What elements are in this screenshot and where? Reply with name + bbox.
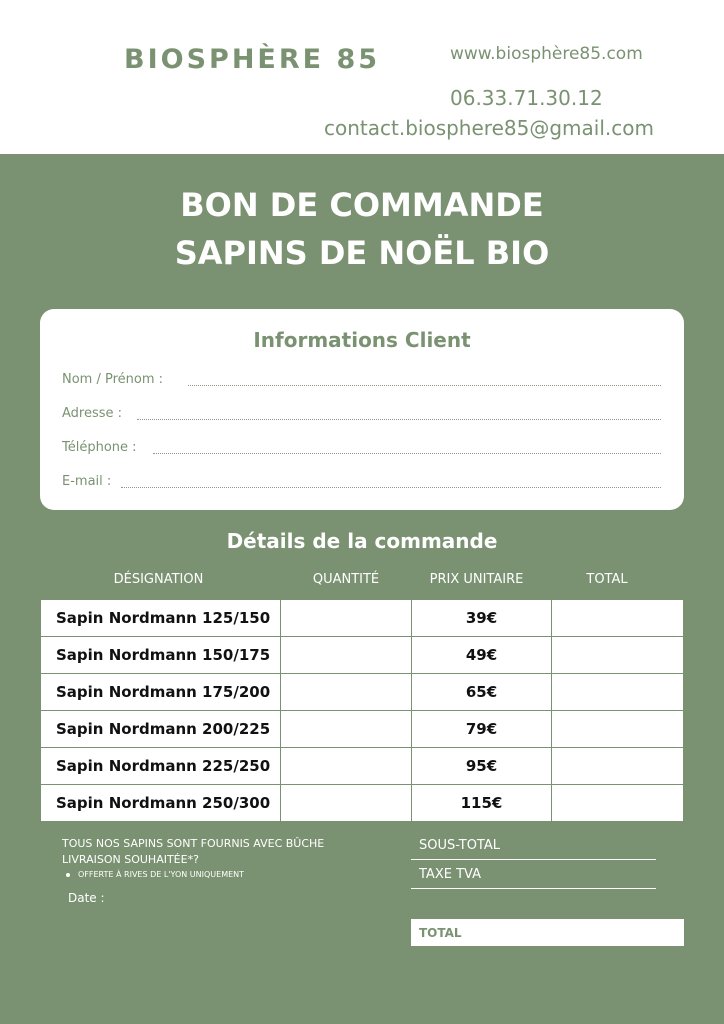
form-background <box>0 154 724 1024</box>
total-box[interactable] <box>411 919 684 946</box>
unit-price: 115€ <box>412 785 552 822</box>
unit-price: 95€ <box>412 748 552 785</box>
table-row <box>41 600 684 637</box>
quantity-cell[interactable] <box>281 637 412 674</box>
email-field[interactable] <box>121 487 661 488</box>
quantity-cell[interactable] <box>281 785 412 822</box>
bullet-icon <box>66 873 70 877</box>
total-cell[interactable] <box>552 748 684 785</box>
unit-price: 49€ <box>412 637 552 674</box>
name-label: Nom / Prénom : <box>62 372 164 387</box>
date-label: Date : <box>68 891 105 905</box>
order-details-title: Détails de la commande <box>226 529 498 553</box>
website: www.biosphère85.com <box>450 44 643 64</box>
address-label: Adresse : <box>62 406 123 421</box>
unit-price: 39€ <box>412 600 552 637</box>
table-row <box>41 637 684 674</box>
table-row <box>41 674 684 711</box>
total-cell[interactable] <box>552 711 684 748</box>
total-cell[interactable] <box>552 674 684 711</box>
product-name: Sapin Nordmann 125/150 <box>41 600 281 637</box>
tax-field[interactable] <box>411 888 656 889</box>
column-unit-price: PRIX UNITAIRE <box>429 572 524 587</box>
note-delivery-detail: OFFERTE À RIVES DE L'YON UNIQUEMENT <box>78 870 245 879</box>
unit-price: 65€ <box>412 674 552 711</box>
unit-price: 79€ <box>412 711 552 748</box>
total-cell[interactable] <box>552 785 684 822</box>
subtotal-label: SOUS-TOTAL <box>419 838 500 853</box>
tax-label: TAXE TVA <box>419 867 481 882</box>
address-field[interactable] <box>137 419 661 420</box>
column-designation: DÉSIGNATION <box>113 572 204 587</box>
product-name: Sapin Nordmann 150/175 <box>41 637 281 674</box>
brand-name: BIOSPHÈRE 85 <box>124 44 381 75</box>
subtotal-field[interactable] <box>411 859 656 860</box>
phone-field[interactable] <box>153 453 661 454</box>
quantity-cell[interactable] <box>281 748 412 785</box>
client-info-title: Informations Client <box>253 328 471 352</box>
table-row <box>41 785 684 822</box>
order-table <box>40 599 684 822</box>
product-name: Sapin Nordmann 225/250 <box>41 748 281 785</box>
table-row <box>41 748 684 785</box>
name-field[interactable] <box>188 385 661 386</box>
note-delivery: LIVRAISON SOUHAITÉE*? <box>62 853 199 866</box>
header <box>0 0 724 154</box>
note-buche: TOUS NOS SAPINS SONT FOURNIS AVEC BÛCHE <box>62 837 325 850</box>
total-cell[interactable] <box>552 600 684 637</box>
quantity-cell[interactable] <box>281 674 412 711</box>
page-title-line1: BON DE COMMANDE <box>180 186 544 224</box>
quantity-cell[interactable] <box>281 600 412 637</box>
product-name: Sapin Nordmann 250/300 <box>41 785 281 822</box>
column-total: TOTAL <box>586 572 628 587</box>
quantity-cell[interactable] <box>281 711 412 748</box>
table-row <box>41 711 684 748</box>
phone-number: 06.33.71.30.12 <box>450 86 603 110</box>
column-quantity: QUANTITÉ <box>312 572 380 587</box>
total-cell[interactable] <box>552 637 684 674</box>
note-delivery-bullet <box>66 870 244 879</box>
product-name: Sapin Nordmann 175/200 <box>41 674 281 711</box>
product-name: Sapin Nordmann 200/225 <box>41 711 281 748</box>
total-label: TOTAL <box>419 926 462 940</box>
email-label: E-mail : <box>62 474 112 489</box>
page-title-line2: SAPINS DE NOËL BIO <box>174 234 550 272</box>
phone-label: Téléphone : <box>62 440 137 455</box>
email-address: contact.biosphere85@gmail.com <box>324 116 654 140</box>
